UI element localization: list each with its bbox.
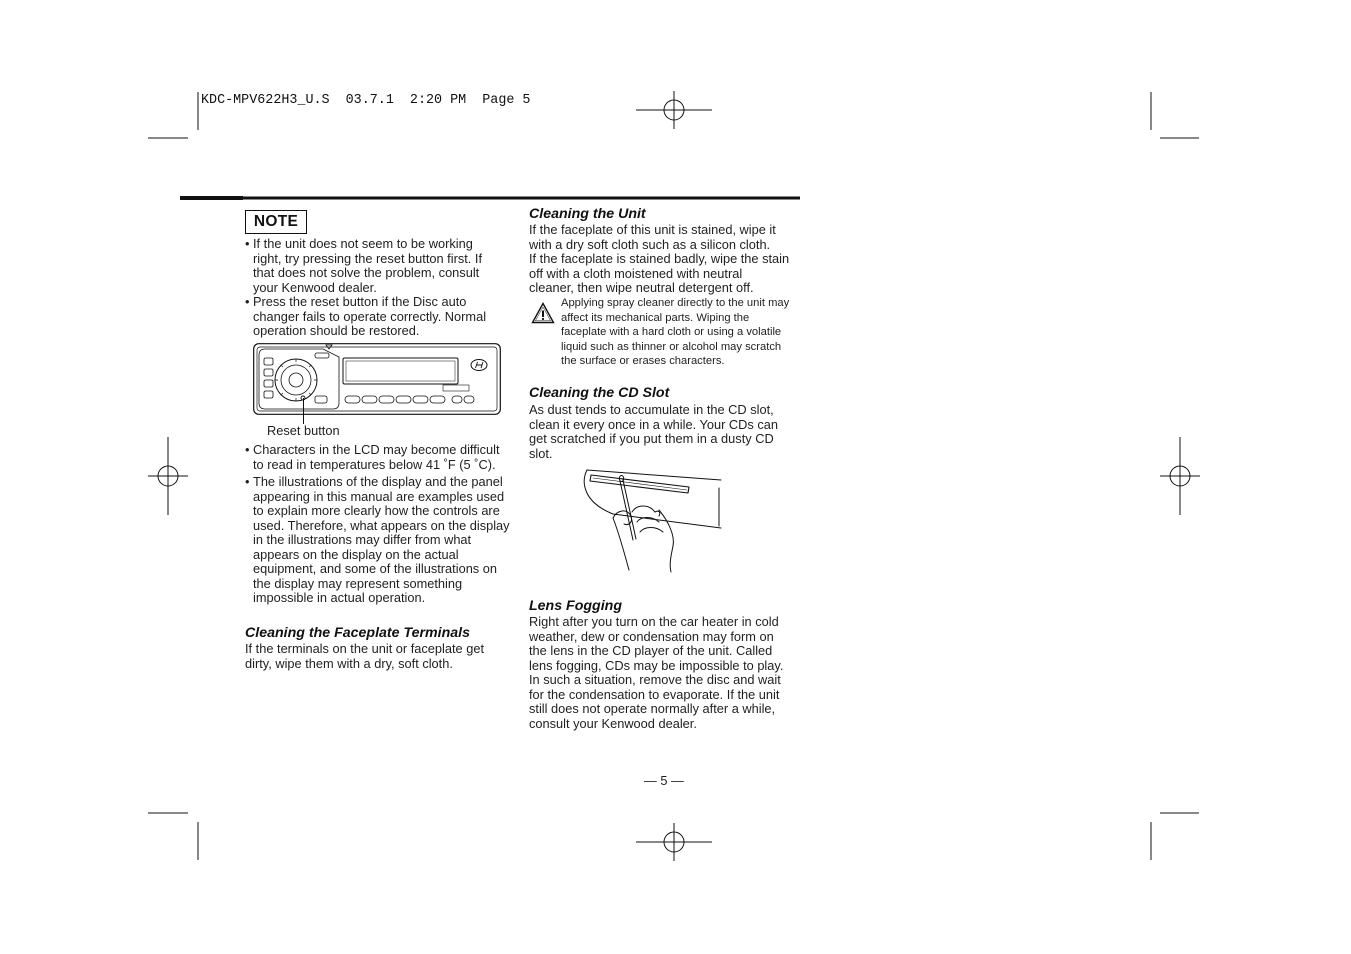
cd-slot-inner bbox=[593, 478, 687, 490]
reset-button-callout-line bbox=[303, 398, 304, 424]
caution-line: the surface or erases characters. bbox=[561, 355, 725, 367]
panel-left-edge bbox=[584, 470, 613, 514]
brand-logo-icon bbox=[471, 360, 487, 371]
lens-fogging-heading: Lens Fogging bbox=[529, 598, 622, 614]
note-bullet-4-line: in the illustrations may differ from what bbox=[253, 532, 472, 547]
warning-icon bbox=[531, 302, 555, 324]
top-button bbox=[315, 353, 329, 358]
note-bullet-2 bbox=[253, 295, 486, 339]
note-bullet-1-line: right, try pressing the reset button first. If bbox=[253, 250, 483, 266]
lens-fogging-paragraph bbox=[529, 615, 783, 731]
volume-knob bbox=[275, 359, 317, 401]
note-bullet-4 bbox=[253, 475, 510, 606]
exclamation-bar bbox=[542, 311, 544, 318]
note-label: NOTE bbox=[245, 210, 307, 234]
lcd-display bbox=[343, 358, 458, 384]
note-bullet-3-line: to read in temperatures below 41 ˚F (5 ˚C). bbox=[253, 456, 496, 472]
registration-mark-left bbox=[148, 437, 188, 515]
lens-fogging-line: lens fogging, CDs may be impossible to play. bbox=[529, 657, 784, 673]
cleaning-unit-line: If the faceplate of this unit is stained, wipe it bbox=[529, 222, 776, 237]
caution-line: liquid such as thinner or alcohol may scratch bbox=[561, 340, 782, 353]
note-bullet-1-line: your Kenwood dealer. bbox=[253, 279, 377, 295]
figure-caption bbox=[267, 424, 340, 439]
preset-buttons bbox=[345, 396, 474, 403]
caution-text bbox=[561, 296, 789, 369]
faceplate-terminals-line: If the terminals on the unit or faceplate get bbox=[245, 641, 485, 656]
note-bullet-4-line: to explain more clearly how the controls are bbox=[253, 503, 500, 518]
print-slug: KDC-MPV622H3_U.S 03.7.1 2:20 PM Page 5 bbox=[201, 93, 531, 108]
lens-fogging-line: Right after you turn on the car heater in cold bbox=[529, 614, 779, 629]
note-bullet-1 bbox=[253, 237, 482, 295]
note-bullet-2-line: operation should be restored. bbox=[253, 323, 420, 338]
note-bullet-3-line: Characters in the LCD may become difficult bbox=[253, 442, 500, 457]
note-bullet-4-line: equipment, and some of the illustrations on bbox=[253, 561, 497, 576]
lens-fogging-line: still does not operate normally after a while, bbox=[529, 701, 776, 716]
crop-mark-top-right bbox=[1151, 92, 1199, 138]
faceplate-outline bbox=[254, 344, 501, 415]
cd-slot-heading: Cleaning the CD Slot bbox=[529, 385, 670, 401]
registration-mark-top bbox=[636, 91, 712, 129]
faceplate-terminals-paragraph bbox=[245, 642, 484, 671]
caution-line: affect its mechanical parts. Wiping the bbox=[561, 311, 750, 324]
lens-fogging-line: the lens in the CD player of the unit. Called bbox=[529, 643, 773, 658]
panel-top-edge bbox=[587, 470, 721, 480]
crop-mark-top-left bbox=[148, 92, 198, 138]
cleaning-unit-line: off with a cloth moistened with neutral bbox=[529, 265, 743, 281]
note-bullet-4-line: The illustrations of the display and the panel bbox=[253, 474, 503, 489]
cleaning-unit-paragraph bbox=[529, 223, 789, 296]
lower-left-button bbox=[315, 396, 327, 403]
caution-line: Applying spray cleaner directly to the unit may bbox=[561, 297, 790, 309]
page-number: — 5 — bbox=[644, 773, 684, 788]
cd-slot-line: get scratched if you put them in a dusty CD bbox=[529, 431, 774, 446]
side-buttons bbox=[264, 358, 273, 398]
faceplate-terminals-line: dirty, wipe them with a dry, soft cloth. bbox=[245, 655, 453, 671]
cleaning-unit-heading: Cleaning the Unit bbox=[529, 206, 646, 222]
note-bullet-4-line: the display may represent something bbox=[253, 575, 463, 591]
note-bullet-3 bbox=[253, 443, 500, 472]
hand-icon bbox=[613, 506, 673, 572]
bullet-glyph: • bbox=[245, 442, 250, 457]
figure-caption-text: Reset button bbox=[267, 423, 340, 438]
crop-mark-bottom-right bbox=[1151, 813, 1199, 860]
lens-fogging-line: weather, dew or condensation may form on bbox=[529, 628, 774, 644]
note-bullet-4-line: appearing in this manual are examples used bbox=[253, 488, 505, 504]
cleaning-unit-line: If the faceplate is stained badly, wipe the stain bbox=[529, 251, 790, 266]
lens-fogging-line: consult your Kenwood dealer. bbox=[529, 715, 697, 731]
note-bullet-1-line: If the unit does not seem to be working bbox=[253, 236, 473, 251]
caution-line: faceplate with a hard cloth or using a volatile bbox=[561, 326, 782, 338]
registration-mark-bottom bbox=[636, 823, 712, 861]
note-bullet-4-line: appears on the display on the actual bbox=[253, 546, 459, 562]
note-bullet-2-line: changer fails to operate correctly. Normal bbox=[253, 308, 487, 324]
note-bullet-4-line: impossible in actual operation. bbox=[253, 590, 426, 605]
note-bullet-4-line: used. Therefore, what appears on the display bbox=[253, 517, 510, 533]
crop-mark-bottom-left bbox=[148, 813, 198, 860]
cd-slot-line: As dust tends to accumulate in the CD slot, bbox=[529, 402, 774, 417]
cd-slot-line: slot. bbox=[529, 445, 553, 461]
faceplate-illustration bbox=[253, 343, 501, 415]
cd-slot-cleaning-illustration bbox=[577, 466, 723, 574]
cleaning-unit-line: with a dry soft cloth such as a silicon cloth. bbox=[529, 236, 771, 252]
exclamation-dot bbox=[542, 318, 544, 320]
label-box bbox=[443, 385, 469, 391]
registration-mark-right bbox=[1160, 437, 1200, 515]
lens-fogging-line: In such a situation, remove the disc and wait bbox=[529, 672, 781, 687]
faceplate-terminals-heading: Cleaning the Faceplate Terminals bbox=[245, 625, 470, 641]
cd-slot-paragraph bbox=[529, 403, 778, 461]
bullet-glyph: • bbox=[245, 294, 250, 309]
bullet-glyph: • bbox=[245, 474, 250, 489]
note-bullet-1-line: that does not solve the problem, consult bbox=[253, 265, 480, 280]
bullet-glyph: • bbox=[245, 236, 250, 251]
note-bullet-2-line: Press the reset button if the Disc auto bbox=[253, 294, 467, 309]
cd-slot-line: clean it every once in a while. Your CDs can bbox=[529, 416, 778, 432]
lens-fogging-line: for the condensation to evaporate. If the unit bbox=[529, 686, 780, 702]
cleaning-unit-line: cleaner, then wipe neutral detergent off. bbox=[529, 280, 754, 295]
